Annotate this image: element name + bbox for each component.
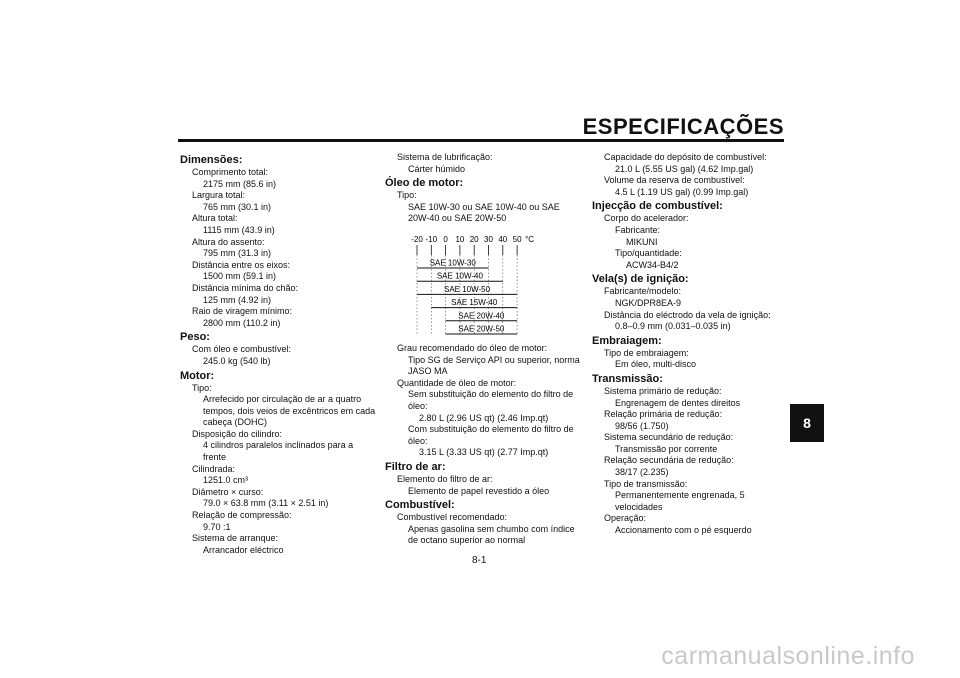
section-heading: Injecção de combustível: <box>592 200 723 213</box>
spec-line: óleo: <box>408 435 428 446</box>
spec-line: 0.8–0.9 mm (0.031–0.035 in) <box>615 321 731 332</box>
section-heading: Filtro de ar: <box>385 460 446 473</box>
chart-series-label: SAE 20W-50 <box>458 324 505 334</box>
spec-line: Altura total: <box>192 213 238 224</box>
spec-line: Apenas gasolina sem chumbo com índice <box>408 523 575 534</box>
spec-line: Tipo: <box>397 190 417 201</box>
spec-line: 2175 mm (85.6 in) <box>203 178 277 189</box>
oil-viscosity-chart <box>407 233 590 337</box>
spec-line: Cárter húmido <box>408 163 466 174</box>
spec-line: 1251.0 cm³ <box>203 475 249 486</box>
column-3 <box>592 152 782 537</box>
chart-tick-label: 0 <box>443 234 448 244</box>
spec-line: Diâmetro × curso: <box>192 486 264 497</box>
section-heading: Dimensões: <box>180 154 243 166</box>
spec-line: Sistema primário de redução: <box>604 385 722 396</box>
spec-line: Transmissão por corrente <box>615 443 718 454</box>
section-heading: Embraiagem: <box>592 334 662 347</box>
spec-line: Corpo do acelerador: <box>604 213 689 224</box>
spec-line: Arrancador eléctrico <box>203 544 284 555</box>
spec-line: Quantidade de óleo de motor: <box>397 377 517 388</box>
spec-line: Cilindrada: <box>192 463 236 474</box>
spec-line: Capacidade do depósito de combustível: <box>604 152 767 162</box>
spec-line: Engrenagem de dentes direitos <box>615 397 741 408</box>
section-heading: Vela(s) de ignição: <box>592 273 689 286</box>
spec-line: 1500 mm (59.1 in) <box>203 271 277 282</box>
spec-line: 795 mm (31.3 in) <box>203 248 272 259</box>
watermark: carmanualsonline.info <box>661 642 915 670</box>
spec-line: Distância entre os eixos: <box>192 259 291 270</box>
chart-unit-label: °C <box>525 234 535 244</box>
chart-tick-label: 40 <box>498 234 508 244</box>
column-1 <box>180 152 380 556</box>
spec-line: óleo: <box>408 400 428 411</box>
spec-line: Operação: <box>604 513 647 524</box>
spec-line: 765 mm (30.1 in) <box>203 201 272 212</box>
chart-series-label: SAE 10W-50 <box>443 284 491 294</box>
spec-line: 79.0 × 63.8 mm (3.11 × 2.51 in) <box>203 498 329 509</box>
oil-chart-svg <box>407 233 557 337</box>
spec-line: 98/56 (1.750) <box>615 420 669 431</box>
spec-line: velocidades <box>615 501 663 512</box>
spec-line: Altura do assento: <box>192 236 265 247</box>
spec-line: 4 cilindros paralelos inclinados para a <box>203 440 354 451</box>
spec-line: 9.70 :1 <box>203 521 231 532</box>
column-2 <box>385 152 590 547</box>
title-rule <box>178 139 784 142</box>
spec-line: 20W-40 ou SAE 20W-50 <box>408 213 507 224</box>
chart-tick-label: 50 <box>512 234 522 244</box>
page-title: ESPECIFICAÇÕES <box>582 114 784 139</box>
spec-line: Tipo SG de Serviço API ou superior, norma <box>408 354 580 365</box>
chart-series-label: SAE 10W-40 <box>436 271 483 281</box>
spec-line: Sistema de lubrificação: <box>397 152 493 162</box>
spec-line: Accionamento com o pé esquerdo <box>615 525 752 536</box>
spec-line: Largura total: <box>192 190 246 201</box>
spec-line: de octano superior ao normal <box>408 535 526 546</box>
spec-line: 245.0 kg (540 lb) <box>203 355 271 366</box>
chart-tick-label: 20 <box>469 234 479 244</box>
spec-line: 2.80 L (2.96 US qt) (2.46 Imp.qt) <box>419 412 549 423</box>
page-number: 8-1 <box>472 555 487 566</box>
spec-line: Raio de viragem mínimo: <box>192 306 293 317</box>
spec-line: Tipo de transmissão: <box>604 478 688 489</box>
chapter-tab: 8 <box>790 404 824 442</box>
spec-line: Arrefecido por circulação de ar a quatro <box>203 394 362 405</box>
spec-line: Com substituição do elemento do filtro de <box>408 424 574 435</box>
spec-line: Fabricante/modelo: <box>604 286 682 297</box>
spec-line: Com óleo e combustível: <box>192 344 292 355</box>
spec-line: Grau recomendado do óleo de motor: <box>397 342 548 353</box>
spec-line: Tipo/quantidade: <box>615 248 682 259</box>
spec-line: ACW34-B4/2 <box>626 259 679 270</box>
chart-series-label: SAE 15W-40 <box>451 298 498 308</box>
section-heading: Combustível: <box>385 499 455 512</box>
spec-line: 2800 mm (110.2 in) <box>203 317 281 328</box>
spec-line: Sistema de arranque: <box>192 533 279 544</box>
chart-tick-label: -10 <box>425 234 438 244</box>
section-heading: Peso: <box>180 331 210 344</box>
chart-series-label: SAE 10W-30 <box>429 258 476 268</box>
spec-line: 125 mm (4.92 in) <box>203 294 272 305</box>
chart-series-label: SAE 20W-40 <box>458 311 505 321</box>
spec-line: Tipo: <box>192 382 212 393</box>
spec-line: Relação de compressão: <box>192 510 292 521</box>
section-heading: Transmissão: <box>592 372 663 385</box>
spec-line: SAE 10W-30 ou SAE 10W-40 ou SAE <box>408 201 560 212</box>
spec-line: Elemento de papel revestido a óleo <box>408 485 550 496</box>
spec-line: Elemento do filtro de ar: <box>397 473 493 484</box>
spec-line: Permanentemente engrenada, 5 <box>615 490 745 501</box>
spec-line: 38/17 (2.235) <box>615 467 669 478</box>
spec-line: Fabricante: <box>615 224 661 235</box>
spec-line: 1115 mm (43.9 in) <box>203 224 275 235</box>
spec-line: NGK/DPR8EA-9 <box>615 297 682 308</box>
spec-line: Distância do eléctrodo da vela de ignição: <box>604 309 771 320</box>
spec-line: Relação secundária de redução: <box>604 455 734 466</box>
chart-tick-label: 10 <box>455 234 465 244</box>
spec-line: Em óleo, multi-disco <box>615 359 697 370</box>
spec-line: tempos, dois veios de excêntricos em cada <box>203 405 376 416</box>
spec-line: Tipo de embraiagem: <box>604 347 689 358</box>
spec-line: Comprimento total: <box>192 167 269 177</box>
chart-tick-label: 30 <box>484 234 493 244</box>
section-heading: Motor: <box>180 369 215 382</box>
spec-line: Distância mínima do chão: <box>192 282 299 293</box>
spec-line: MIKUNI <box>626 236 658 247</box>
spec-line: Disposição do cilindro: <box>192 428 283 439</box>
spec-line: Volume da reserva de combustível: <box>604 175 745 186</box>
spec-line: 4.5 L (1.19 US gal) (0.99 Imp.gal) <box>615 186 749 197</box>
chart-tick-label: -20 <box>411 234 423 244</box>
spec-line: cabeça (DOHC) <box>203 417 268 428</box>
section-heading: Óleo de motor: <box>385 177 464 190</box>
spec-line: Relação primária de redução: <box>604 409 723 420</box>
spec-line: Sem substituição do elemento do filtro de <box>408 389 574 400</box>
spec-line: Combustível recomendado: <box>397 512 508 523</box>
spec-line: frente <box>203 452 227 463</box>
spec-line: Sistema secundário de redução: <box>604 432 734 443</box>
spec-line: 21.0 L (5.55 US gal) (4.62 Imp.gal) <box>615 163 754 174</box>
spec-line: JASO MA <box>408 366 448 377</box>
spec-line: 3.15 L (3.33 US qt) (2.77 Imp.qt) <box>419 447 549 458</box>
